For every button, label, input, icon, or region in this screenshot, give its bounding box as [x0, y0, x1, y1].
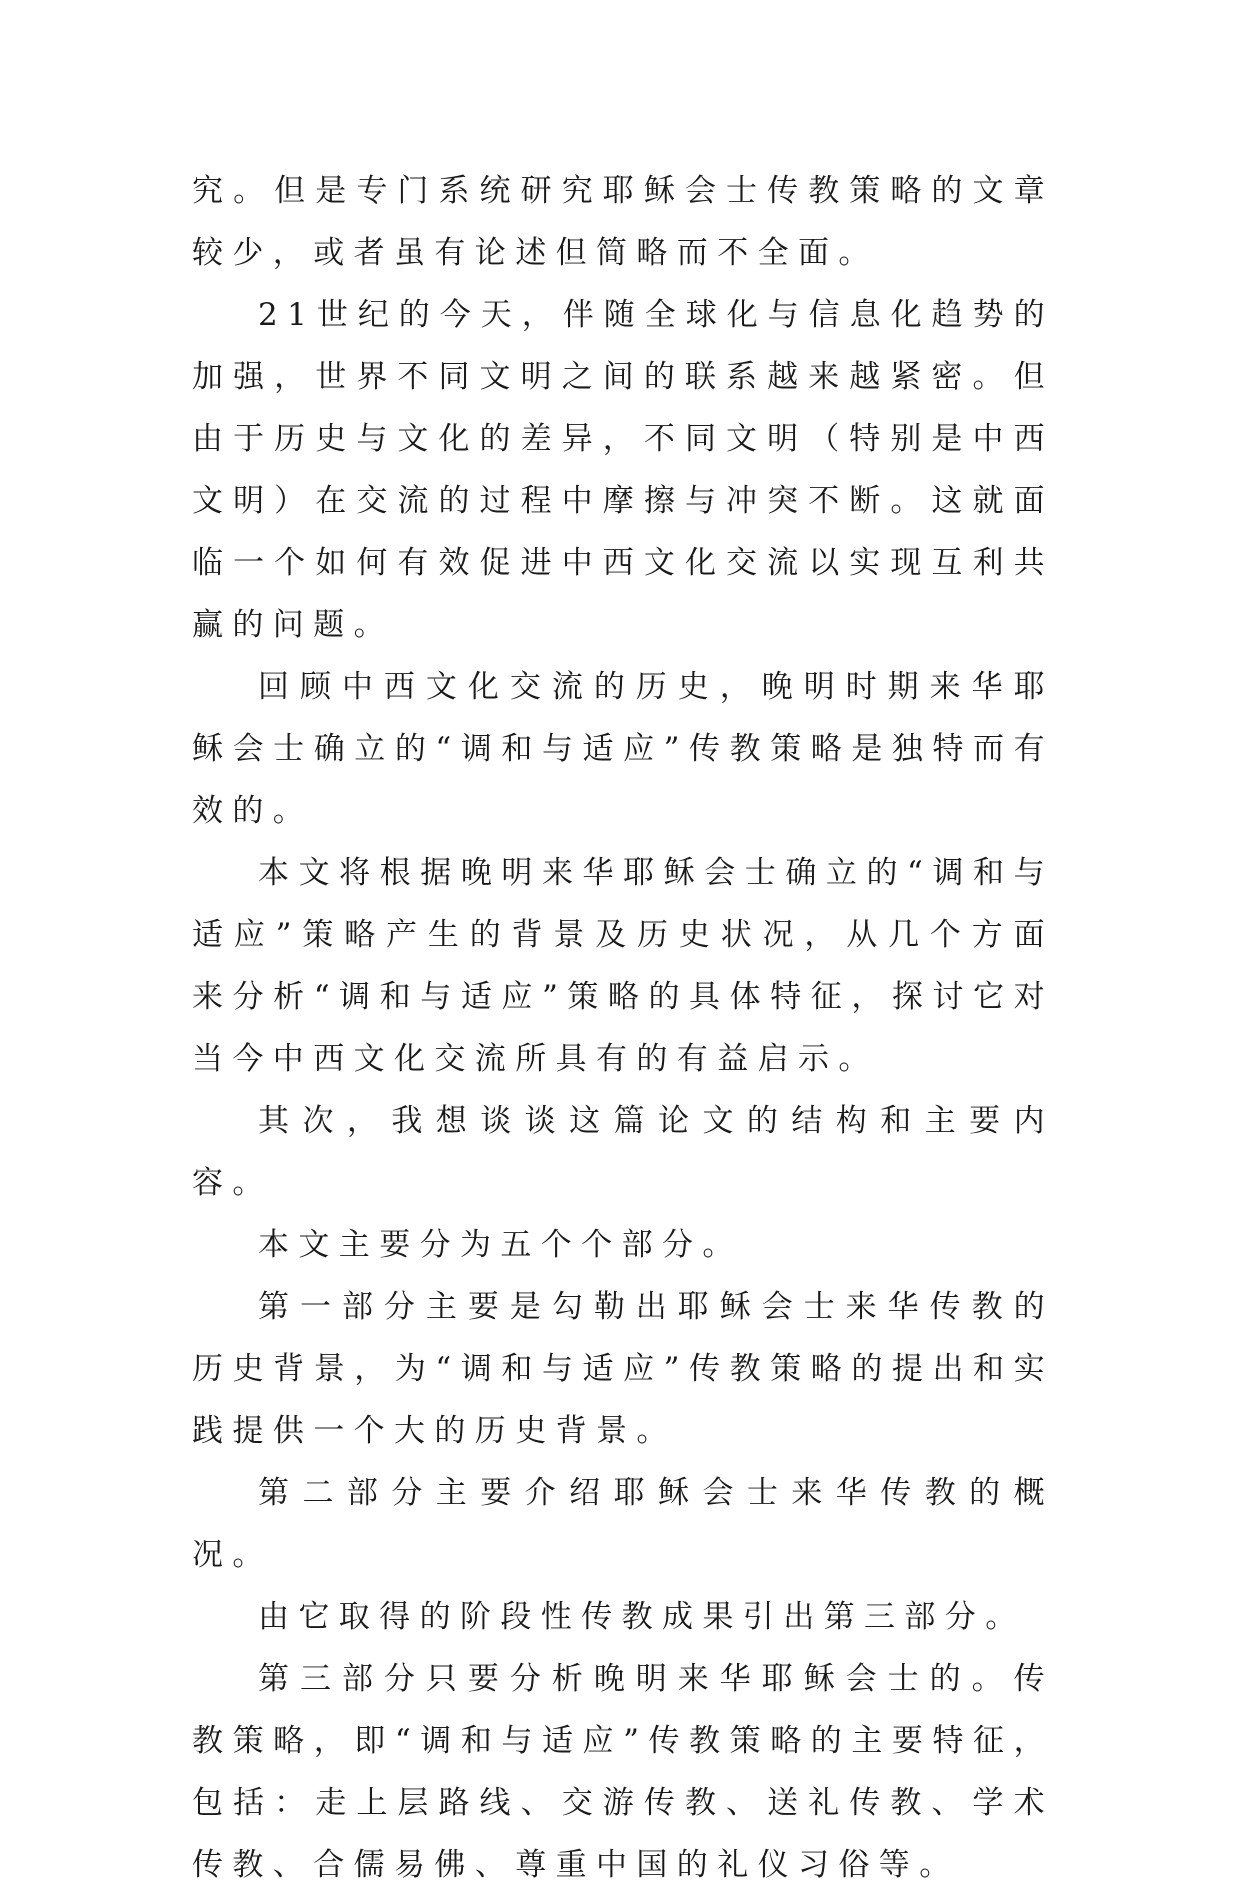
document-body [192, 160, 1054, 1896]
paragraph-10: 第三部分只要分析晚明来华耶稣会士的。传教策略，即“调和与适应”传教策略的主要特征，包括：走上层路线、交游传教、送礼传教、学术传教、合儒易佛、尊重中国的礼仪习俗等。 [192, 1661, 1054, 1883]
paragraph-5: 其次，我想谈谈这篇论文的结构和主要内容。 [192, 1103, 1054, 1201]
paragraph-2: 21世纪的今天，伴随全球化与信息化趋势的加强，世界不同文明之间的联系越来越紧密。但由于历史与文化的差异，不同文明（特别是中西文明）在交流的过程中摩擦与冲突不断。这就面临一个如何有效促进中西文化交流以实现互利共赢的问题。 [192, 297, 1054, 643]
paragraph-3: 回顾中西文化交流的历史，晚明时期来华耶稣会士确立的“调和与适应”传教策略是独特而有效的。 [192, 669, 1054, 829]
paragraph-9: 由它取得的阶段性传教成果引出第三部分。 [258, 1599, 1026, 1635]
paragraph-6: 本文主要分为五个个部分。 [258, 1227, 743, 1263]
paragraph-8: 第二部分主要介绍耶稣会士来华传教的概况。 [192, 1475, 1054, 1573]
paragraph-1: 究。但是专门系统研究耶稣会士传教策略的文章较少，或者虽有论述但简略而不全面。 [192, 173, 1054, 271]
paragraph-4: 本文将根据晚明来华耶稣会士确立的“调和与适应”策略产生的背景及历史状况，从几个方面来分析“调和与适应”策略的具体特征，探讨它对当今中西文化交流所具有的有益启示。 [192, 855, 1054, 1077]
paragraph-7: 第一部分主要是勾勒出耶稣会士来华传教的历史背景，为“调和与适应”传教策略的提出和实践提供一个大的历史背景。 [192, 1289, 1054, 1449]
